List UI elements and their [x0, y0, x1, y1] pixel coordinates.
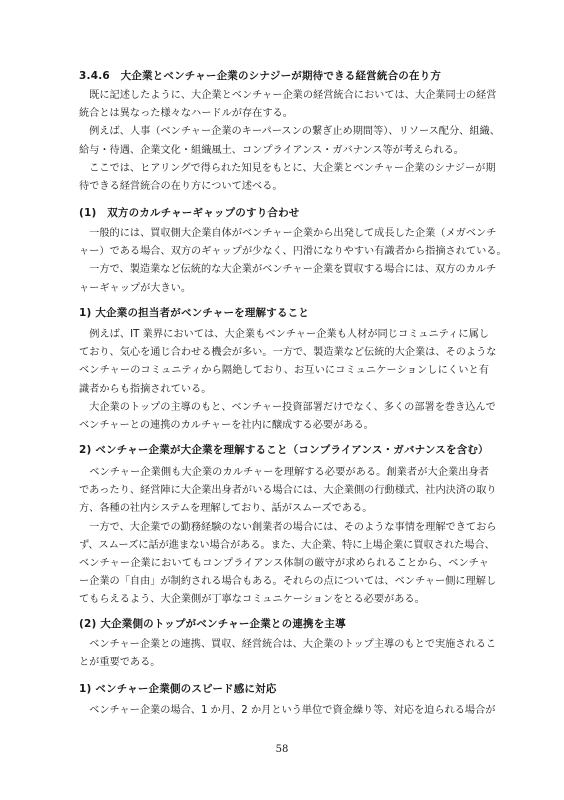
intro-paragraph: [79, 87, 500, 196]
text-line: であったり、経営陣に大企業出身者がいる場合には、大企業側の行動様式、社内決済の取り: [79, 485, 497, 497]
text-line: 給与・待遇、企業文化・組織風土、コンプライアンス・ガバナンス等が考えられる。: [79, 144, 464, 156]
text-line: 例えば、IT 業界においては、大企業もベンチャー企業も人材が同じコミュニティに属し: [79, 329, 489, 340]
text-line: ベンチャー企業側も大企業のカルチャーを理解する必要がある。創業者が大企業出身者: [79, 467, 489, 478]
text-line: 一般的には、買収側大企業自体がベンチャー企業から出発して成長した企業（メガベンチ: [79, 228, 497, 239]
section-title: 3.4.6 大企業とベンチャー企業のシナジーが期待できる経営統合の在り方: [79, 70, 442, 82]
text-line: ここでは、ヒアリングで得られた知見をもとに、大企業とベンチャー企業のシナジーが期: [79, 162, 496, 174]
text-line: ベンチャーとの連携のカルチャーを社内に醸成する必要がある。: [79, 419, 374, 431]
large-company-understanding-paragraph: [79, 326, 497, 435]
text-line: ベンチャー企業との連携、買収、経営統合は、大企業のトップ主導のもとで実施されるこ: [79, 639, 497, 650]
text-line: ベンチャー企業においてもコンプライアンス体制の厳守が求められることから、ベンチャ: [79, 557, 489, 569]
text-line: てもらえるよう、大企業側が丁寧なコミュニケーションをとる必要がある。: [79, 594, 425, 606]
heading-top-leadership: (2) 大企業側のトップがベンチャー企業との連携を主導: [79, 618, 346, 630]
text-line: ており、気心を通じ合わせる機会が多い。一方で、製造業など伝統的大企業は、そのような: [79, 347, 497, 359]
text-line: ー企業の「自由」が制約される場合もある。それらの点については、ベンチャー側に理解し: [79, 576, 497, 588]
text-line: ベンチャーのコミュニティから隔絶しており、お互いにコミュニケーションしにくいと有: [79, 365, 489, 377]
heading-large-company-understanding: 1) 大企業の担当者がベンチャーを理解すること: [79, 307, 310, 319]
heading-cultural-gap: (1) 双方のカルチャーギャップのすり合わせ: [79, 207, 300, 219]
text-line: ず、スムーズに話が進まない場合がある。また、大企業、特に上場企業に買収された場合、: [79, 539, 495, 551]
text-line: 統合とは異なった様々なハードルが存在する。: [79, 108, 293, 120]
text-line: 例えば、人事（ベンチャー企業のキーパースンの繋ぎ止め期間等）、リソース配分、組織、: [79, 126, 500, 138]
page-number: 58: [275, 744, 289, 755]
text-line: 既に記述したように、大企業とベンチャー企業の経営統合においては、大企業同士の経営: [79, 90, 497, 101]
speed-paragraph: [79, 702, 496, 720]
cultural-gap-paragraph: [79, 225, 507, 298]
text-line: ベンチャー企業の場合、1 か月、2 か月という単位で資金繰り等、対応を迫られる場合が: [79, 705, 496, 716]
venture-understanding-paragraph: [79, 464, 497, 610]
text-line: ャーギャップが大きい。: [79, 282, 192, 294]
text-line: 待できる経営統合の在り方について述べる。: [79, 180, 283, 192]
text-line: 一方で、大企業での勤務経験のない創業者の場合には、そのような事情を理解できておら: [79, 521, 497, 533]
text-line: 方、各種の社内システムを理解しており、話がスムーズである。: [79, 503, 373, 515]
text-line: とが重要である。: [79, 657, 161, 669]
text-line: 識者からも指摘されている。: [79, 383, 212, 395]
text-line: ャー）である場合、双方のギャップが少なく、円滑になりやすい有識者から指摘されている。: [79, 246, 507, 258]
heading-venture-understanding: 2) ベンチャー企業が大企業を理解すること（コンプライアンス・ガバナンスを含む）: [79, 444, 489, 456]
top-leadership-paragraph: [79, 636, 497, 672]
text-line: 大企業のトップの主導のもと、ベンチャー投資部署だけでなく、多くの部署を巻き込んで: [79, 401, 496, 413]
text-line: 一方で、製造業など伝統的な大企業がベンチャー企業を買収する場合には、双方のカルチ: [79, 264, 497, 276]
heading-speed: 1) ベンチャー企業側のスピード感に対応: [79, 683, 277, 695]
